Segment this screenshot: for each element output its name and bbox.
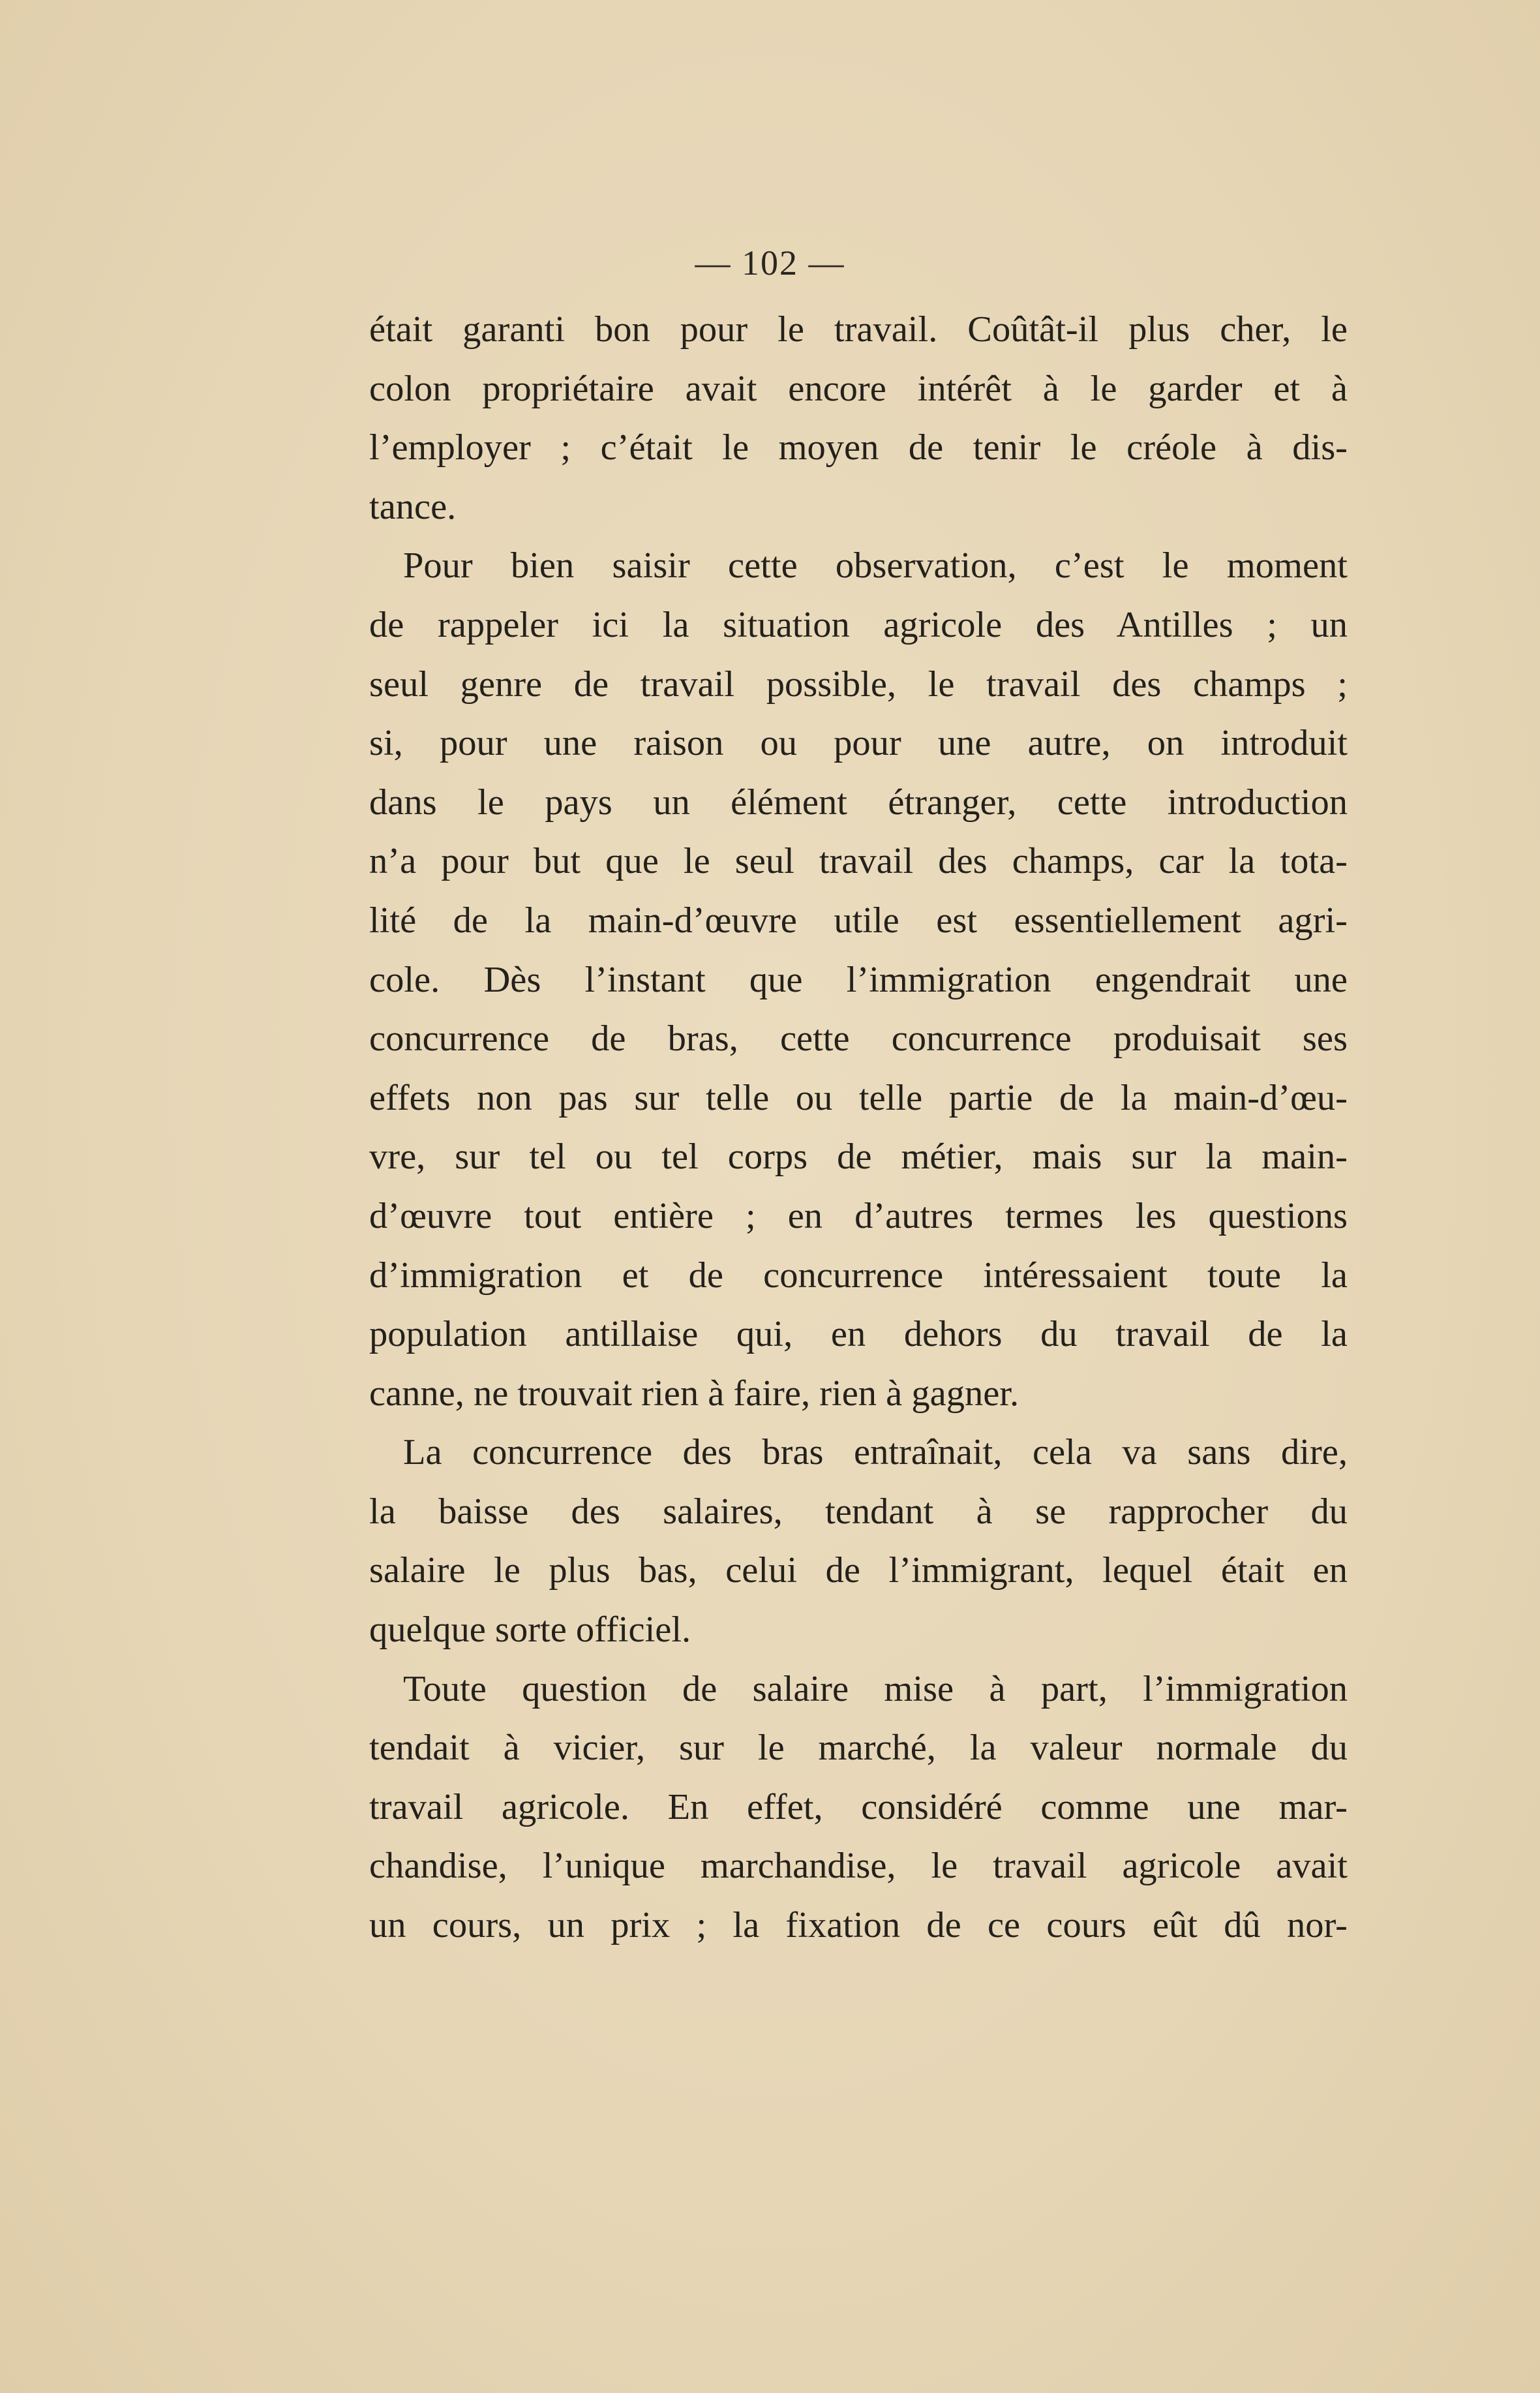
text-line: la baisse des salaires, tendant à se rapprocher du <box>369 1491 1348 1532</box>
text-line: canne, ne trouvait rien à faire, rien à gagner. <box>369 1373 1019 1414</box>
text-line: si, pour une raison ou pour une autre, on introduit <box>369 723 1348 764</box>
text-line: d’immigration et de concurrence intéressaient toute la <box>369 1255 1348 1296</box>
text-line: travail agricole. En effet, considéré comme une mar- <box>369 1786 1348 1827</box>
text-line: lité de la main-d’œuvre utile est essentiellement agri- <box>369 900 1348 941</box>
text-line: était garanti bon pour le travail. Coûtât-il plus cher, le <box>369 309 1348 350</box>
text-line: quelque sorte officiel. <box>369 1609 691 1651</box>
text-line: dans le pays un élément étranger, cette introduction <box>369 782 1348 823</box>
text-line: colon propriétaire avait encore intérêt à le garder et à <box>369 368 1348 409</box>
text-line: concurrence de bras, cette concurrence produisait ses <box>369 1018 1348 1059</box>
text-line: cole. Dès l’instant que l’immigration engendrait une <box>369 959 1348 1000</box>
text-line: tance. <box>369 486 457 527</box>
text-line: population antillaise qui, en dehors du travail de la <box>369 1314 1348 1355</box>
text-line: salaire le plus bas, celui de l’immigrant, lequel était en <box>369 1550 1348 1591</box>
text-line: chandise, l’unique marchandise, le travail agricole avait <box>369 1846 1348 1887</box>
text-line: de rappeler ici la situation agricole des Antilles ; un <box>369 604 1348 645</box>
text-line: un cours, un prix ; la fixation de ce cours eût dû nor- <box>369 1905 1348 1946</box>
text-line: d’œuvre tout entière ; en d’autres termes les questions <box>369 1195 1348 1236</box>
body-text <box>369 300 1348 1955</box>
text-line: vre, sur tel ou tel corps de métier, mais sur la main- <box>369 1136 1348 1178</box>
text-line: Pour bien saisir cette observation, c’est le moment <box>403 545 1348 587</box>
page-number: — 102 — <box>695 243 845 282</box>
text-line: effets non pas sur telle ou telle partie de la main-d’œu- <box>369 1077 1348 1118</box>
text-line: Toute question de salaire mise à part, l’immigration <box>403 1668 1348 1709</box>
text-line: seul genre de travail possible, le travail des champs ; <box>369 663 1348 705</box>
text-line: La concurrence des bras entraînait, cela va sans dire, <box>403 1432 1348 1473</box>
text-line: l’employer ; c’était le moyen de tenir le créole à dis- <box>369 427 1348 468</box>
text-line: n’a pour but que le seul travail des champs, car la tota- <box>369 841 1348 882</box>
text-line: tendait à vicier, sur le marché, la valeur normale du <box>369 1728 1348 1769</box>
